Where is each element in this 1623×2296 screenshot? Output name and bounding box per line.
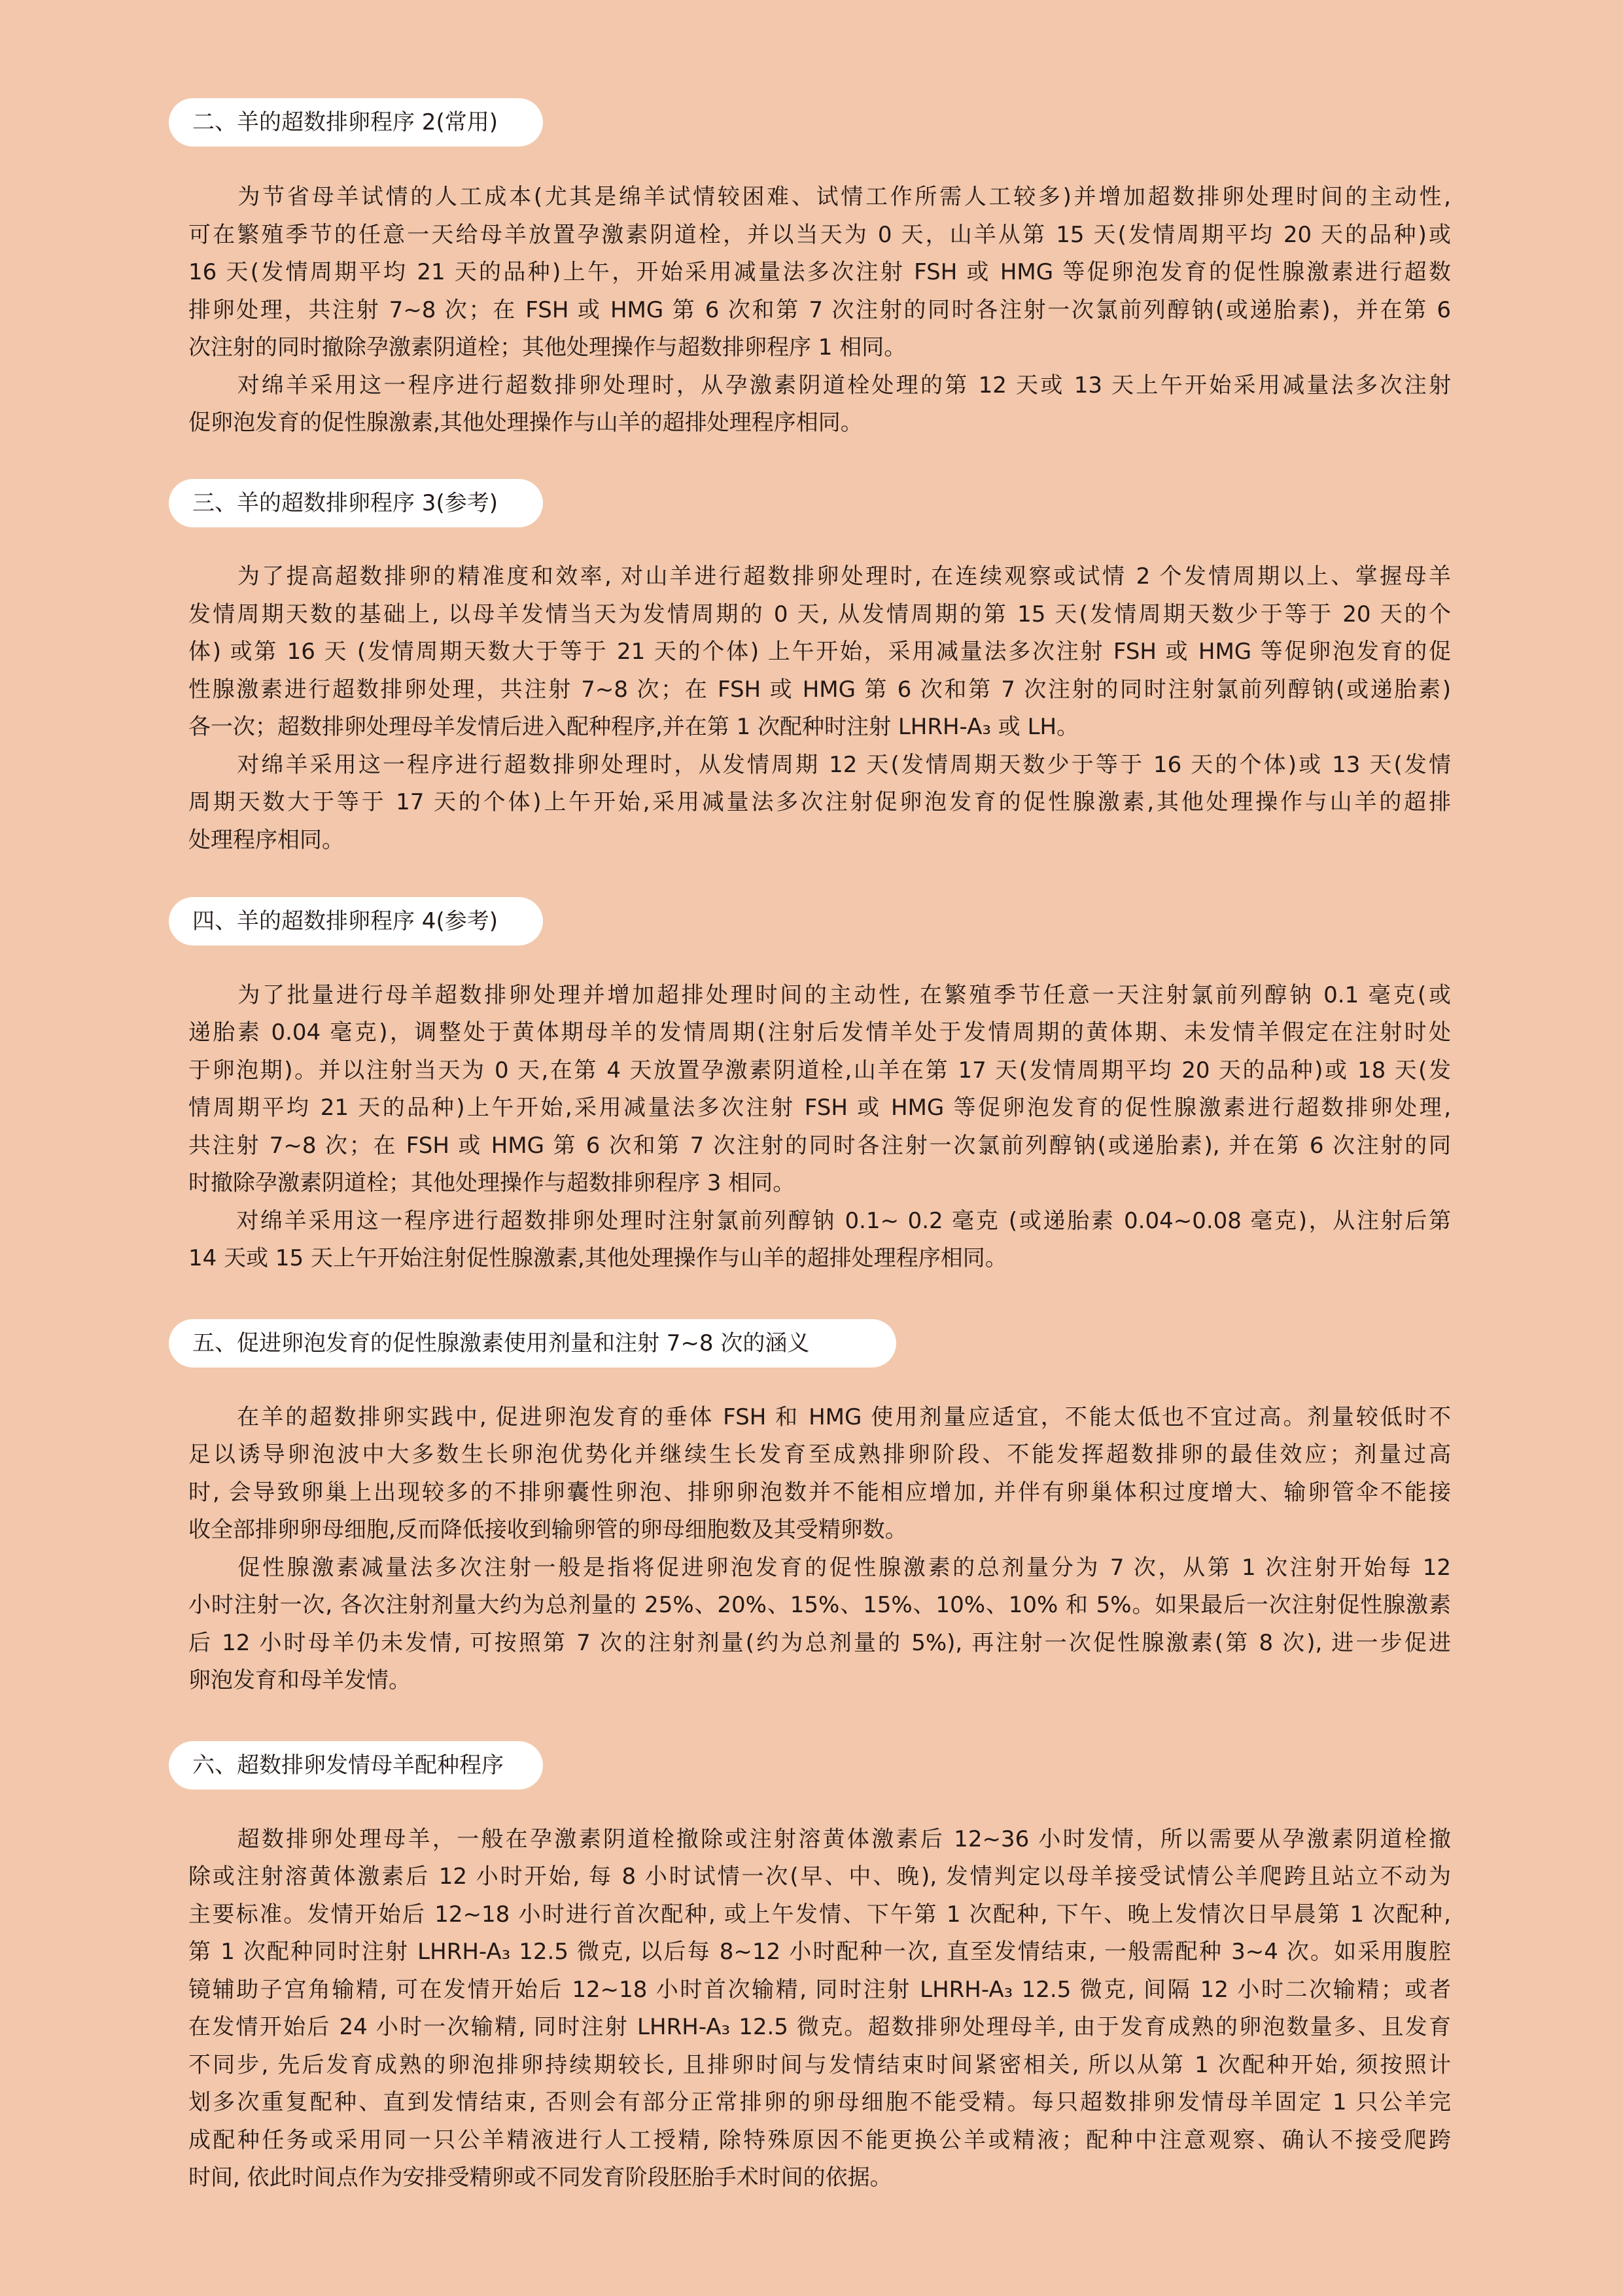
body-text-line: 次注射的同时撤除孕激素阴道栓；其他处理操作与超数排卵程序 1 相同。 <box>188 334 907 361</box>
body-text-line: 第 1 次配种同时注射 LHRH-A₃ 12.5 微克, 以后每 8~12 小时配种一次, 直至发情结束, 一般需配种 3~4 次。如采用腹腔 <box>188 1939 1451 1965</box>
body-text-line: 时撤除孕激素阴道栓；其他处理操作与超数排卵程序 3 相同。 <box>188 1170 795 1196</box>
body-text-line: 在发情开始后 24 小时一次输精, 同时注射 LHRH-A₃ 12.5 微克。超数排卵处理母羊, 由于发育成熟的卵泡数量多、且发育 <box>188 2014 1451 2040</box>
body-text-line: 发情周期天数的基础上, 以母羊发情当天为发情周期的 0 天, 从发情周期的第 15 天(发情周期天数少于等于 20 天的个 <box>188 601 1451 627</box>
body-text-line: 可在繁殖季节的任意一天给母羊放置孕激素阴道栓，并以当天为 0 天，山羊从第 15 天(发情周期平均 20 天的品种)或 <box>188 222 1451 248</box>
body-text-line: 对绵羊采用这一程序进行超数排卵处理时注射氯前列醇钠 0.1~ 0.2 毫克 (或递胎素 0.04~0.08 毫克)，从注射后第 <box>188 1208 1451 1234</box>
body-text-line: 促性腺激素减量法多次注射一般是指将促进卵泡发育的促性腺激素的总剂量分为 7 次，从第 1 次注射开始每 12 <box>188 1555 1451 1581</box>
body-text-line: 卵泡发育和母羊发情。 <box>188 1667 411 1693</box>
body-text-line: 为了提高超数排卵的精准度和效率, 对山羊进行超数排卵处理时, 在连续观察或试情 2 个发情周期以上、掌握母羊 <box>188 563 1451 590</box>
body-text-line: 共注射 7~8 次；在 FSH 或 HMG 第 6 次和第 7 次注射的同时各注射一次氯前列醇钠(或递胎素), 并在第 6 次注射的同 <box>188 1133 1451 1159</box>
section-heading: 三、羊的超数排卵程序 3(参考) <box>169 479 543 527</box>
body-text-line: 对绵羊采用这一程序进行超数排卵处理时，从发情周期 12 天(发情周期天数少于等于 16 天的个体)或 13 天(发情 <box>188 752 1451 778</box>
body-text-line: 收全部排卵卵母细胞,反而降低接收到输卵管的卵母细胞数及其受精卵数。 <box>188 1517 907 1543</box>
section-heading: 四、羊的超数排卵程序 4(参考) <box>169 897 543 945</box>
body-text-line: 对绵羊采用这一程序进行超数排卵处理时，从孕激素阴道栓处理的第 12 天或 13 天上午开始采用减量法多次注射 <box>188 372 1451 398</box>
body-text-line: 成配种任务或采用同一只公羊精液进行人工授精, 除特殊原因不能更换公羊或精液；配种中注意观察、确认不接受爬跨 <box>188 2127 1451 2153</box>
body-text-line: 情周期平均 21 天的品种)上午开始,采用减量法多次注射 FSH 或 HMG 等促卵泡发育的促性腺激素进行超数排卵处理, <box>188 1095 1451 1121</box>
section-heading: 五、促进卵泡发育的促性腺激素使用剂量和注射 7~8 次的涵义 <box>169 1319 896 1368</box>
body-text-line: 在羊的超数排卵实践中, 促进卵泡发育的垂体 FSH 和 HMG 使用剂量应适宜，不能太低也不宜过高。剂量较低时不 <box>188 1404 1451 1430</box>
body-text-line: 于卵泡期)。并以注射当天为 0 天,在第 4 天放置孕激素阴道栓,山羊在第 17 天(发情周期平均 20 天的品种)或 18 天(发 <box>188 1057 1451 1084</box>
body-text-line: 促卵泡发育的促性腺激素,其他处理操作与山羊的超排处理程序相同。 <box>188 410 863 436</box>
body-text-line: 主要标准。发情开始后 12~18 小时进行首次配种, 或上午发情、下午第 1 次配种, 下午、晚上发情次日早晨第 1 次配种, <box>188 1901 1451 1928</box>
body-text-line: 镜辅助子宫角输精, 可在发情开始后 12~18 小时首次输精, 同时注射 LHRH-A₃ 12.5 微克, 间隔 12 小时二次输精；或者 <box>188 1977 1451 2003</box>
body-text-line: 为了批量进行母羊超数排卵处理并增加超排处理时间的主动性, 在繁殖季节任意一天注射氯前列醇钠 0.1 毫克(或 <box>188 982 1451 1008</box>
body-text-line: 时间, 依此时间点作为安排受精卵或不同发育阶段胚胎手术时间的依据。 <box>188 2164 892 2191</box>
section-heading: 二、羊的超数排卵程序 2(常用) <box>169 98 543 147</box>
body-text-line: 除或注射溶黄体激素后 12 小时开始, 每 8 小时试情一次(早、中、晚), 发情判定以母羊接受试情公羊爬跨且站立不动为 <box>188 1863 1451 1890</box>
body-text-line: 周期天数大于等于 17 天的个体)上午开始,采用减量法多次注射促卵泡发育的促性腺激素,其他处理操作与山羊的超排 <box>188 789 1451 815</box>
body-text-line: 排卵处理，共注射 7~8 次；在 FSH 或 HMG 第 6 次和第 7 次注射的同时各注射一次氯前列醇钠(或递胎素)，并在第 6 <box>188 297 1451 323</box>
body-text-line: 体) 或第 16 天 (发情周期天数大于等于 21 天的个体) 上午开始，采用减量法多次注射 FSH 或 HMG 等促卵泡发育的促 <box>188 639 1451 665</box>
body-text-line: 16 天(发情周期平均 21 天的品种)上午，开始采用减量法多次注射 FSH 或 HMG 等促卵泡发育的促性腺激素进行超数 <box>188 259 1451 285</box>
body-text-line: 足以诱导卵泡波中大多数生长卵泡优势化并继续生长发育至成熟排卵阶段、不能发挥超数排卵的最佳效应；剂量过高 <box>188 1441 1451 1468</box>
body-text-line: 超数排卵处理母羊，一般在孕激素阴道栓撤除或注射溶黄体激素后 12~36 小时发情，所以需要从孕激素阴道栓撤 <box>188 1826 1451 1852</box>
body-text-line: 时, 会导致卵巢上出现较多的不排卵囊性卵泡、排卵卵泡数并不能相应增加, 并伴有卵巢体积过度增大、输卵管伞不能接 <box>188 1479 1451 1506</box>
section-heading: 六、超数排卵发情母羊配种程序 <box>169 1741 543 1790</box>
body-text-line: 性腺激素进行超数排卵处理，共注射 7~8 次；在 FSH 或 HMG 第 6 次和第 7 次注射的同时注射氯前列醇钠(或递胎素) <box>188 677 1451 703</box>
body-text-line: 划多次重复配种、直到发情结束, 否则会有部分正常排卵的卵母细胞不能受精。每只超数排卵发情母羊固定 1 只公羊完 <box>188 2089 1451 2115</box>
body-text-line: 为节省母羊试情的人工成本(尤其是绵羊试情较困难、试情工作所需人工较多)并增加超数排卵处理时间的主动性, <box>188 184 1451 210</box>
body-text-line: 各一次；超数排卵处理母羊发情后进入配种程序,并在第 1 次配种时注射 LHRH-A₃ 或 LH。 <box>188 714 1079 740</box>
body-text-line: 递胎素 0.04 毫克)，调整处于黄体期母羊的发情周期(注射后发情羊处于发情周期的黄体期、未发情羊假定在注射时处 <box>188 1019 1451 1046</box>
body-text-line: 处理程序相同。 <box>188 827 344 853</box>
body-text-line: 14 天或 15 天上午开始注射促性腺激素,其他处理操作与山羊的超排处理程序相同。 <box>188 1245 1007 1271</box>
body-text-line: 不同步, 先后发育成熟的卵泡排卵持续期较长, 且排卵时间与发情结束时间紧密相关, 所以从第 1 次配种开始, 须按照计 <box>188 2052 1451 2078</box>
body-text-line: 后 12 小时母羊仍未发情, 可按照第 7 次的注射剂量(约为总剂量的 5%), 再注射一次促性腺激素(第 8 次), 进一步促进 <box>188 1630 1451 1656</box>
body-text-line: 小时注射一次, 各次注射剂量大约为总剂量的 25%、20%、15%、15%、10%、10% 和 5%。如果最后一次注射促性腺激素 <box>188 1592 1451 1618</box>
